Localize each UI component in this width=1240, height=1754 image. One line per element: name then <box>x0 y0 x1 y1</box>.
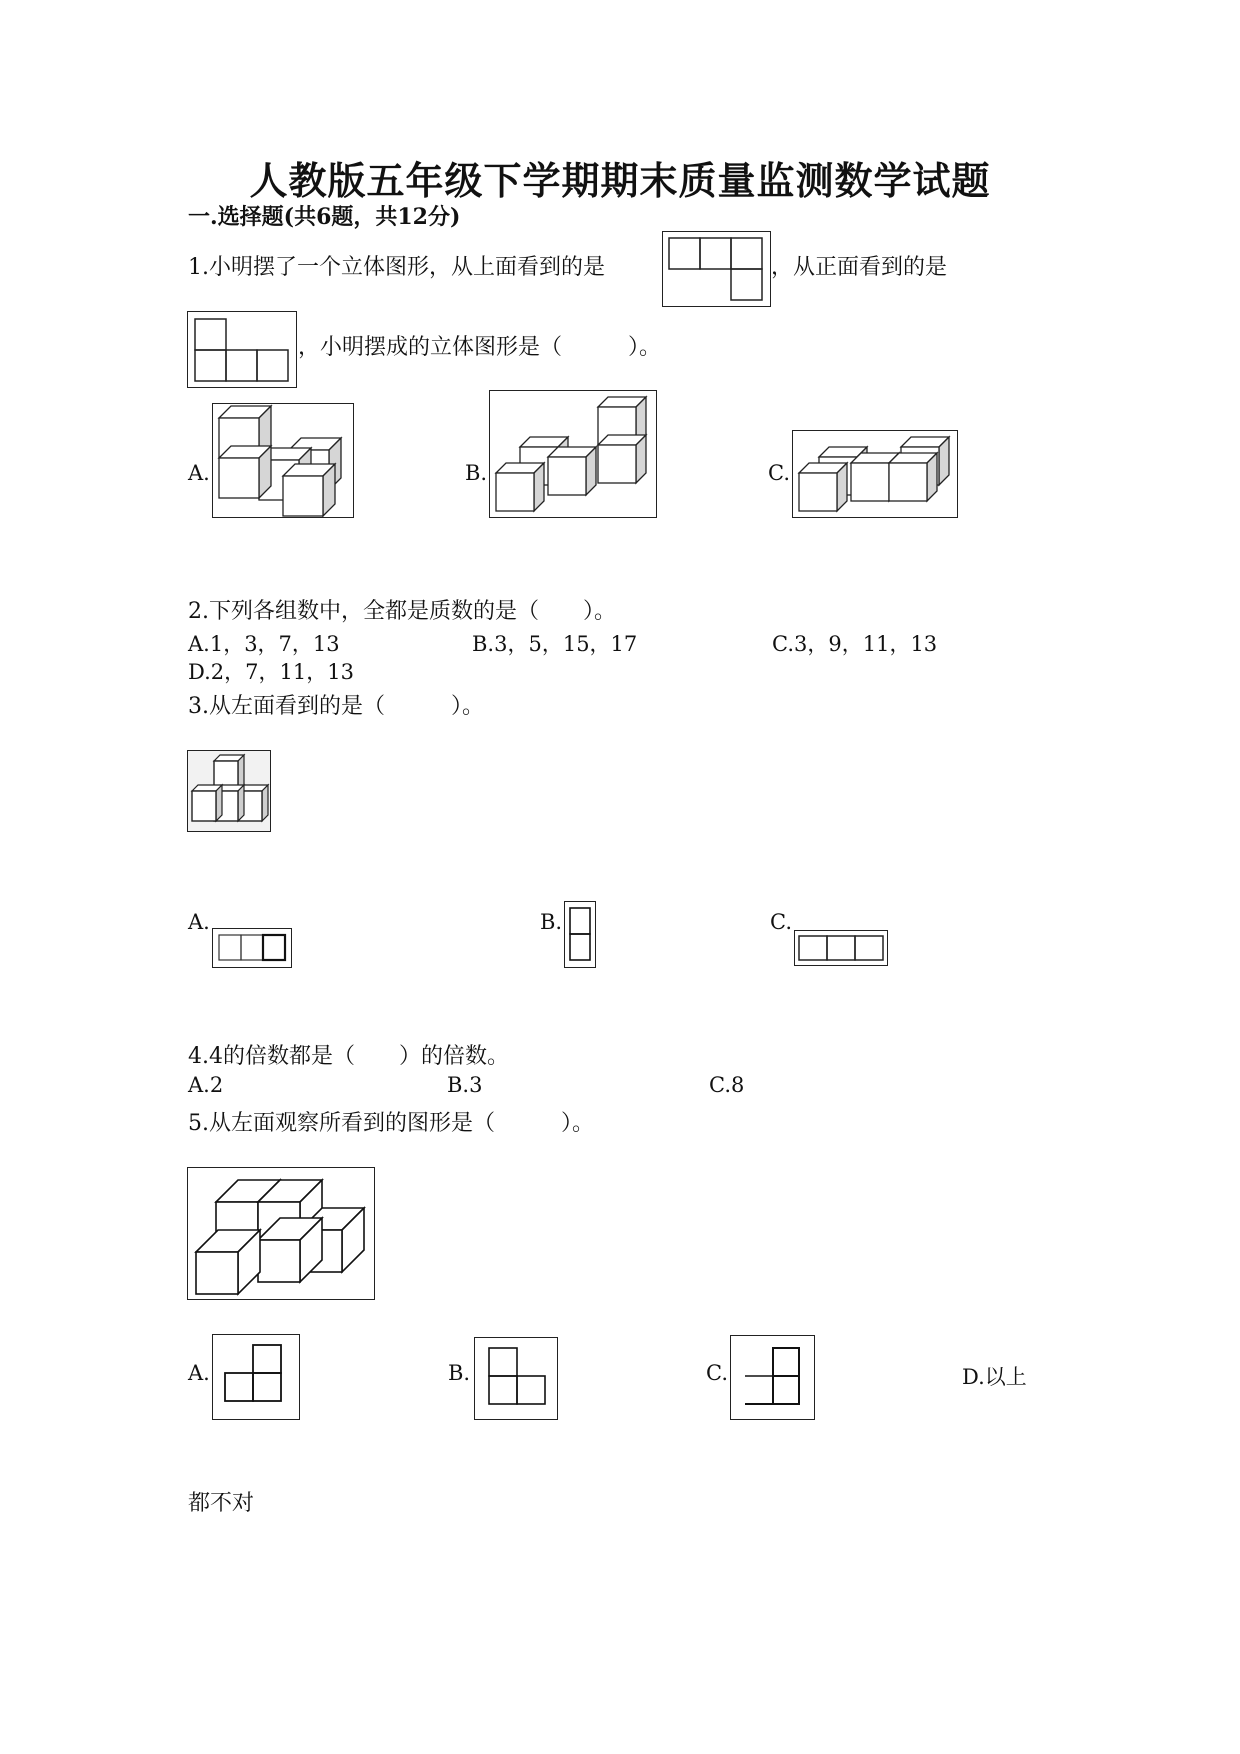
q5-option-b-label[interactable]: B. <box>448 1361 471 1385</box>
q1-option-b-label[interactable]: B. <box>465 461 488 485</box>
q4-text: 4.4的倍数都是（ ）的倍数。 <box>188 1044 509 1069</box>
q5-option-d-continued: 都不对 <box>188 1491 255 1516</box>
q3-option-b-label[interactable]: B. <box>540 910 563 934</box>
q3-option-a-label[interactable]: A. <box>188 910 210 934</box>
q5-option-a-figure[interactable] <box>212 1334 300 1420</box>
q3-option-c-label[interactable]: C. <box>770 910 792 934</box>
q5-option-d-label[interactable]: D.以上 <box>962 1365 1027 1389</box>
q1-option-b-figure[interactable] <box>489 390 657 518</box>
q5-option-a-label[interactable]: A. <box>188 1361 210 1385</box>
q4-option-a[interactable]: A.2 <box>188 1073 224 1097</box>
q5-option-b-figure[interactable] <box>474 1337 558 1420</box>
q1-text-c: ，小明摆成的立体图形是（ ）。 <box>298 335 662 360</box>
q2-option-b[interactable]: B.3，5，15，17 <box>472 632 638 656</box>
q2-option-c[interactable]: C.3，9，11，13 <box>772 632 938 656</box>
q5-option-c-label[interactable]: C. <box>706 1361 728 1385</box>
q1-option-a-figure[interactable] <box>212 403 354 518</box>
q4-option-b[interactable]: B.3 <box>447 1073 483 1097</box>
q5-solid-figure <box>187 1167 375 1300</box>
q3-option-c-figure[interactable] <box>794 930 888 966</box>
q5-option-c-figure[interactable] <box>730 1335 815 1420</box>
q2-option-a[interactable]: A.1，3，7，13 <box>188 632 340 656</box>
q3-option-b-figure[interactable] <box>564 901 596 968</box>
q1-text-b: ，从正面看到的是 <box>771 255 948 280</box>
q3-solid-figure <box>187 750 271 832</box>
q5-text: 5.从左面观察所看到的图形是（ ）。 <box>188 1111 594 1136</box>
q1-text-a: 1.小明摆了一个立体图形，从上面看到的是 <box>188 255 605 280</box>
q4-option-c[interactable]: C.8 <box>709 1073 745 1097</box>
page-title: 人教版五年级下学期期末质量监测数学试题 <box>249 158 991 203</box>
q1-option-a-label[interactable]: A. <box>188 461 210 485</box>
q1-top-view-figure <box>662 231 771 307</box>
q2-text: 2.下列各组数中，全都是质数的是（ ）。 <box>188 599 616 624</box>
q1-option-c-figure[interactable] <box>792 430 958 518</box>
section-heading: 一.选择题(共6题，共12分) <box>188 204 461 230</box>
q3-text: 3.从左面看到的是（ ）。 <box>188 694 484 719</box>
q2-option-d[interactable]: D.2，7，11，13 <box>188 660 354 684</box>
q1-option-c-label[interactable]: C. <box>768 461 790 485</box>
q1-front-view-figure <box>187 311 297 388</box>
q3-option-a-figure[interactable] <box>212 928 292 968</box>
